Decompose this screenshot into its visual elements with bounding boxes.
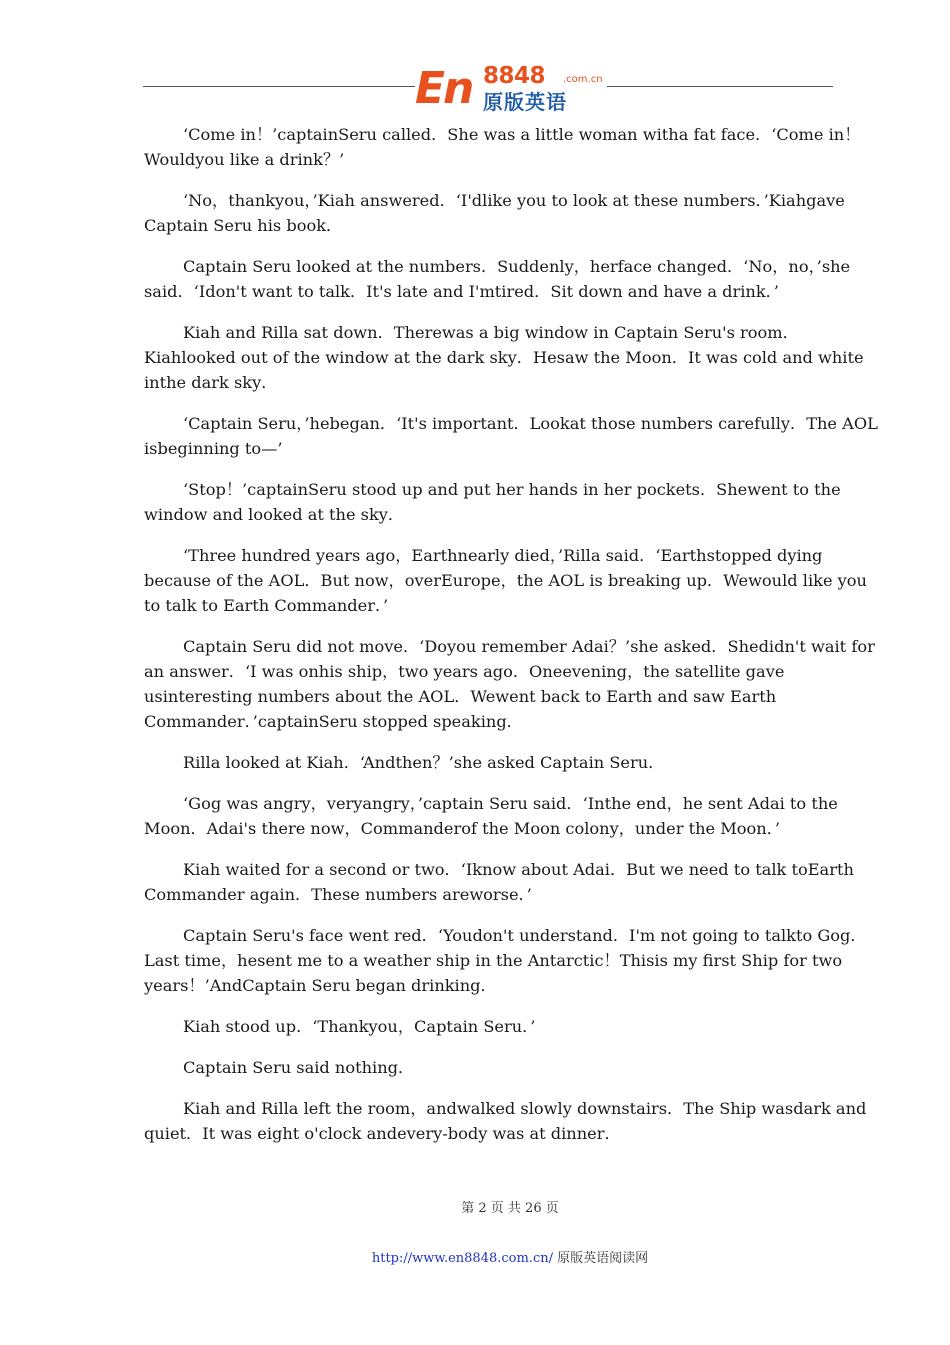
paragraph: Captain Seru did not move．‘Doyou remember Adai？’she asked．Shedidn't wait for an answer．‘I was onhis ship，two years ago．Oneevening，the satellite gave usinteresting numbers about the AOL．Wewent back to Earth and saw Earth Commander．’captainSeru stopped speaking． — [144, 637, 875, 731]
paragraph: Kiah waited for a second or two．‘Iknow about Adai．But we need to talk toEarth Commander again．These numbers areworse．’ — [144, 860, 854, 904]
logo-number-text: 8848 — [483, 63, 546, 89]
paragraph: Kiah stood up．‘Thankyou，Captain Seru．’ — [183, 1017, 536, 1036]
paragraph: Kiah and Rilla sat down．Therewas a big window in Captain Seru's room．Kiahlooked out of the window at the dark sky．Hesaw the Moon．It was cold and white inthe dark sky． — [144, 323, 864, 392]
site-logo — [415, 62, 607, 118]
paragraph: ‘Three hundred years ago，Earthnearly died，’Rilla said．‘Earthstopped dying because of the AOL．But now，overEurope，the AOL is breaking up．Wewould like you to talk to Earth Commander．’ — [144, 546, 867, 615]
footer-site-name: 原版英语阅读网 — [557, 1251, 649, 1266]
paragraph: ‘Captain Seru，’hebegan．‘It's important．Lookat those numbers carefully．The AOL isbeginning to—’ — [144, 414, 878, 458]
paragraph: ‘Stop！’captainSeru stood up and put her hands in her pockets．Shewent to the window and looked at the sky． — [144, 480, 841, 524]
paragraph: Captain Seru looked at the numbers．Suddenly，herface changed．‘No，no，’she said．‘Idon't want to talk．It's late and I'mtired．Sit down and have a drink．’ — [144, 257, 851, 301]
logo-en-text: En — [415, 63, 473, 114]
page-number: 第 2 页 共 26 页 — [461, 1201, 559, 1216]
paragraph: Kiah and Rilla left the room，andwalked slowly downstairs．The Ship wasdark and quiet．It was eight o'clock andevery-body was at dinner． — [144, 1099, 867, 1143]
paragraph: Captain Seru's face went red．‘Youdon't understand．I'm not going to talkto Gog．Last time，hesent me to a weather ship in the Antarctic！Thisis my first Ship for two years！’AndCaptain Seru began drinking． — [144, 926, 867, 995]
footer-url-link[interactable]: http://www.en8848.com.cn/ — [371, 1251, 553, 1266]
paragraph: Rilla looked at Kiah．‘Andthen？’she asked Captain Seru． — [183, 753, 665, 772]
page-header — [143, 62, 833, 118]
paragraph: ‘No，thankyou，’Kiah answered．‘I'dlike you to look at these numbers．’Kiahgave Captain Seru his book． — [144, 191, 845, 235]
footer-credit — [0, 1247, 950, 1266]
paragraph: ‘Gog was angry，veryangry，’captain Seru said．‘Inthe end，he sent Adai to the Moon．Adai's there now，Commanderof the Moon colony，under the Moon．’ — [144, 794, 838, 838]
logo-domain-text: .com.cn — [563, 74, 603, 85]
paragraph: ‘Come in！’captainSeru called．She was a little woman witha fat face．‘Come in！Wouldyou like a drink？’ — [144, 125, 861, 169]
paragraph: Captain Seru said nothing． — [183, 1058, 415, 1077]
story-body — [144, 122, 878, 1162]
logo-chinese-text: 原版英语 — [483, 90, 567, 114]
